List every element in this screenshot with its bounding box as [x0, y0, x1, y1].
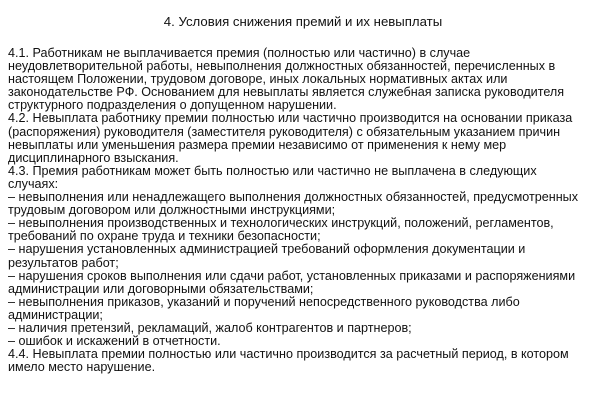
section-title: 4. Условия снижения премий и их невыплаты	[163, 14, 443, 29]
text-line: случаях:	[8, 176, 59, 191]
text-line: требований по охране труда и техники безопасности;	[8, 229, 321, 244]
text-line: 4.3. Премия работникам может быть полностью или частично не выплачена в следующих	[8, 163, 537, 178]
text-line: – ошибок и искажений в отчетности.	[8, 334, 221, 349]
text-line: – невыполнения производственных и технологических инструкций, положений, регламентов,	[8, 216, 554, 231]
text-line: – нарушения установленных администрацией требований оформления документации и	[8, 242, 526, 257]
text-line: трудовым договором или должностными инструкциями;	[8, 203, 336, 218]
text-line: настоящем Положении, трудовом договоре, иных локальных нормативных актах или	[8, 72, 508, 87]
text-line: результатов работ;	[8, 255, 119, 270]
text-line: (распоряжения) руководителя (заместителя руководителя) с обязательным указанием причин	[8, 124, 561, 139]
text-line: – нарушения сроков выполнения или сдачи работ, установленных приказами и распоряжениями	[8, 268, 576, 283]
text-line: законодательстве РФ. Основанием для невыплаты является служебная записка руководителя	[8, 85, 565, 100]
section-body	[8, 47, 596, 374]
text-line: – наличия претензий, рекламаций, жалоб контрагентов и партнеров;	[8, 320, 412, 335]
text-line: 4.4. Невыплата премии полностью или частично производится за расчетный период, в котором	[8, 347, 569, 362]
text-line: администрации;	[8, 307, 103, 322]
text-line: дисциплинарного взыскания.	[8, 150, 179, 165]
text-line: неудовлетворительной работы, невыполнения должностных обязанностей, перечисленных в	[8, 59, 556, 74]
text-line: 4.2. Невыплата работнику премии полностью или частично производится на основании приказа	[8, 111, 573, 126]
text-line: – невыполнения приказов, указаний и поручений непосредственного руководства либо	[8, 294, 520, 309]
text-line: администрации или договорными обязательствами;	[8, 281, 314, 296]
text-line: невыплаты или уменьшения размера премии независимо от применения к нему мер	[8, 137, 507, 152]
document-page	[8, 14, 596, 374]
text-line: 4.1. Работникам не выплачивается премия (полностью или частично) в случае	[8, 46, 471, 60]
text-line: – невыполнения или ненадлежащего выполнения должностных обязанностей, предусмотренных	[8, 190, 578, 205]
text-line: структурного подразделения о допущенном нарушении.	[8, 98, 337, 113]
text-line: имело место нарушение.	[8, 360, 156, 375]
